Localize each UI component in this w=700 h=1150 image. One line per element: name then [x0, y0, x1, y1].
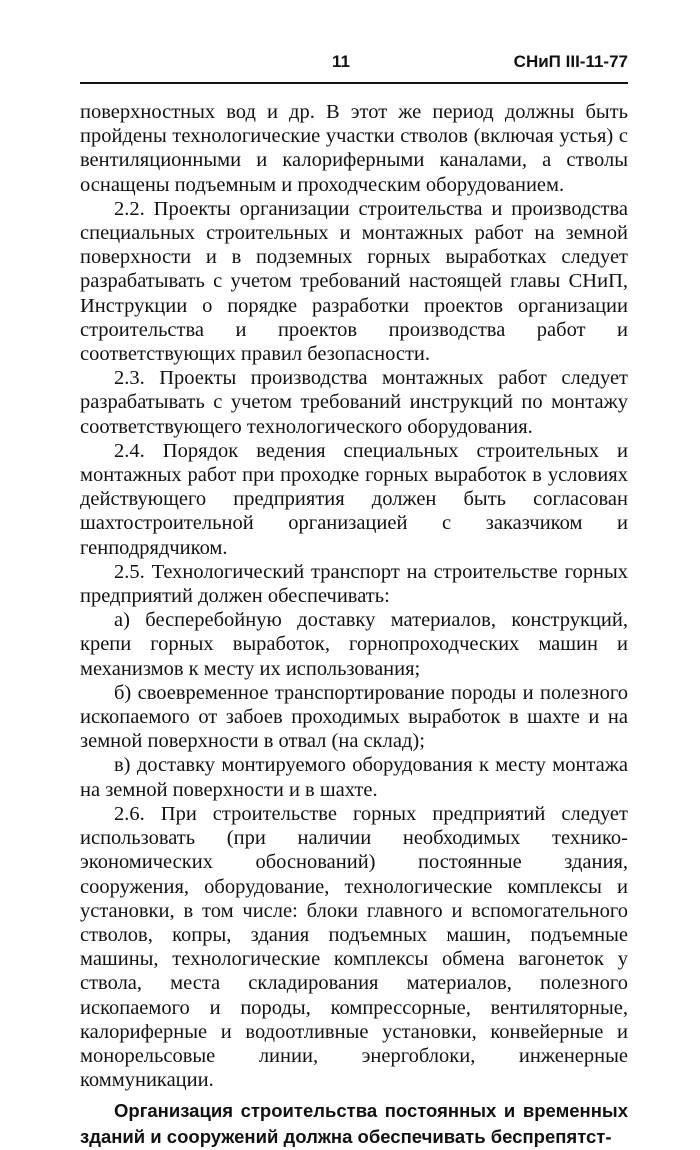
document-body	[80, 100, 628, 1150]
paragraph-continuation: поверхностных вод и др. В этот же период должны быть пройдены технологические участки стволов (включая устья) с вентиляционными и калориферными каналами, а стволы оснащены подъемным и проходческим оборудованием.	[80, 101, 628, 196]
bold-paragraph: Организация строительства постоянных и временных зданий и сооружений должна обеспечивать беспрепятст-	[80, 1100, 628, 1148]
paragraph-2-6: 2.6. При строительстве горных предприятий следует использовать (при наличии необходимых технико-экономических обоснований) постоянные здания, сооружения, оборудование, технологические комплексы и установки, в том числе: блоки главного и вспомогательного стволов, копры, здания подъемных машин, подъемные машины, технологические комплексы обмена вагонеток у ствола, места складирования материалов, полезного ископаемого и породы, компрессорные, вентиляторные, калориферные и водоотливные установки, конвейерные и монорельсовые линии, энергоблоки, инженерные коммуникации.	[80, 802, 628, 1092]
header-rule	[80, 82, 628, 84]
paragraph-2-3: 2.3. Проекты производства монтажных работ следует разрабатывать с учетом требований инструкций по монтажу соответствующего технологического оборудования.	[80, 367, 628, 438]
list-item-b: б) своевременное транспортирование породы и полезного ископаемого от забоев проходимых выработок в шахте и на земной поверхности в отвал (на склад);	[80, 681, 628, 753]
document-code: СНиП III-11-77	[513, 52, 628, 71]
page-number: 11	[332, 52, 350, 71]
list-item-a: а) бесперебойную доставку материалов, конструкций, крепи горных выработок, горнопроходческих машин и механизмов к месту их использования;	[80, 609, 628, 680]
paragraph-2-5: 2.5. Технологический транспорт на строительстве горных предприятий должен обеспечивать:	[80, 560, 628, 608]
list-item-c: в) доставку монтируемого оборудования к месту монтажа на земной поверхности и в шахте.	[80, 754, 628, 801]
page-header	[80, 52, 628, 78]
paragraph-2-4: 2.4. Порядок ведения специальных строительных и монтажных работ при проходке горных выработок в условиях действующего предприятия должен быть согласован шахтостроительной организацией с заказчиком и генподрядчиком.	[80, 439, 628, 559]
paragraph-2-2: 2.2. Проекты организации строительства и производства специальных строительных и монтажных работ на земной поверхности и в подземных горных выработках следует разрабатывать с учетом требований настоящей главы СНиП, Инструкции о порядке разработки проектов организации строительства и проектов производства работ и соответствующих правил безопасности.	[80, 197, 628, 366]
